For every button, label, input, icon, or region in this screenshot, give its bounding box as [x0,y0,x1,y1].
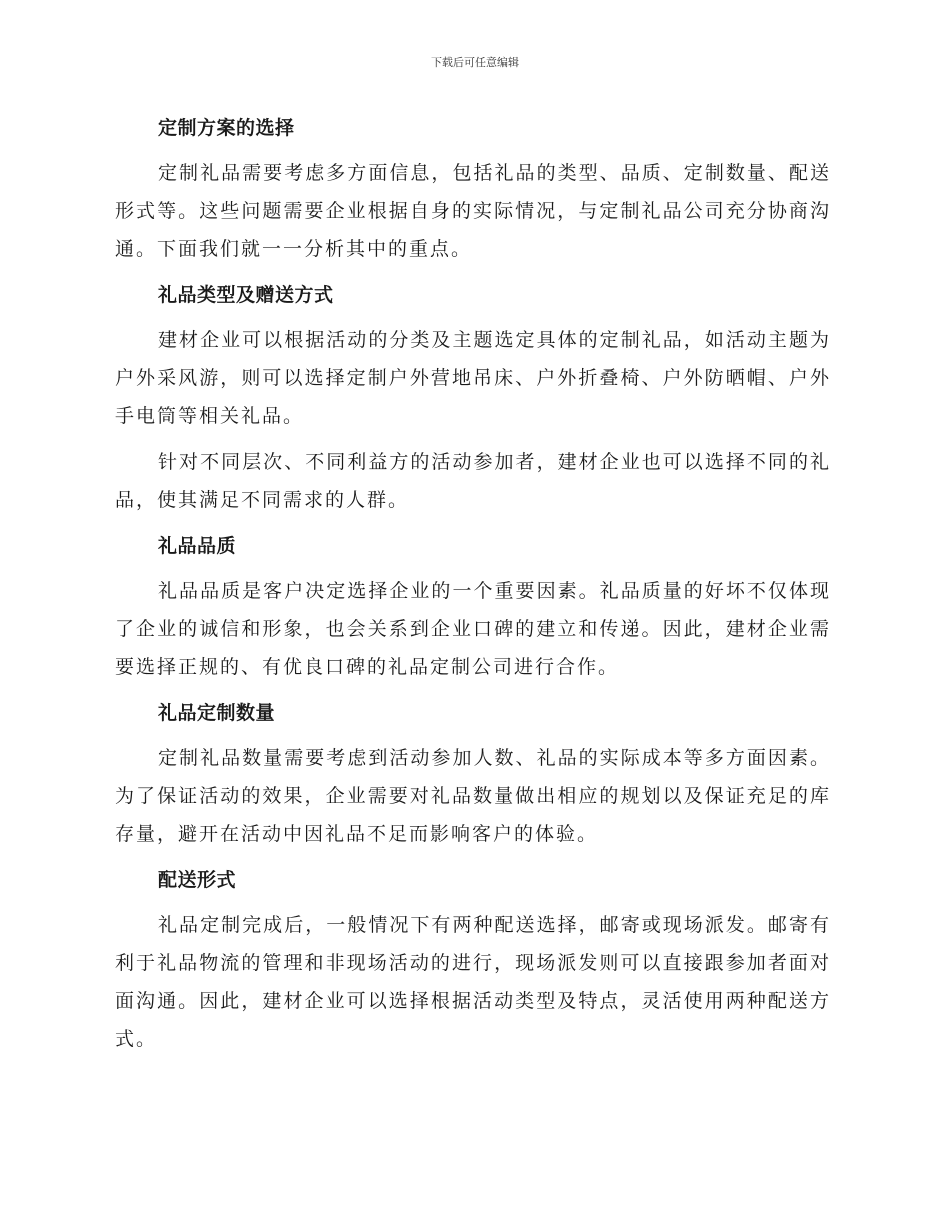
document-body [115,109,831,1066]
paragraph: 礼品品质是客户决定选择企业的一个重要因素。礼品质量的好坏不仅体现了企业的诚信和形象，也会关系到企业口碑的建立和传递。因此，建材企业需要选择正规的、有优良口碑的礼品定制公司进行合作。 [115,580,831,678]
header-note: 下载后可任意编辑 [431,56,519,69]
paragraph: 定制礼品需要考虑多方面信息，包括礼品的类型、品质、定制数量、配送形式等。这些问题需要企业根据自身的实际情况，与定制礼品公司充分协商沟通。下面我们就一一分析其中的重点。 [115,162,831,260]
paragraph: 礼品定制完成后，一般情况下有两种配送选择，邮寄或现场派发。邮寄有利于礼品物流的管理和非现场活动的进行，现场派发则可以直接跟参加者面对面沟通。因此，建材企业可以选择根据活动类型及特点，灵活使用两种配送方式。 [115,914,831,1050]
paragraph: 针对不同层次、不同利益方的活动参加者，建材企业也可以选择不同的礼品，使其满足不同需求的人群。 [115,451,831,511]
section-heading-gift-quality: 礼品品质 [158,535,237,557]
section-heading-customization-plan: 定制方案的选择 [158,117,295,139]
paragraph: 定制礼品数量需要考虑到活动参加人数、礼品的实际成本等多方面因素。为了保证活动的效果，企业需要对礼品数量做出相应的规划以及保证充足的库存量，避开在活动中因礼品不足而影响客户的体验。 [115,747,831,845]
section-heading-delivery: 配送形式 [158,869,237,891]
section-heading-gift-type: 礼品类型及赠送方式 [158,284,334,306]
section-heading-quantity: 礼品定制数量 [158,702,276,724]
paragraph: 建材企业可以根据活动的分类及主题选定具体的定制礼品，如活动主题为户外采风游，则可以选择定制户外营地吊床、户外折叠椅、户外防晒帽、户外手电筒等相关礼品。 [115,329,831,427]
